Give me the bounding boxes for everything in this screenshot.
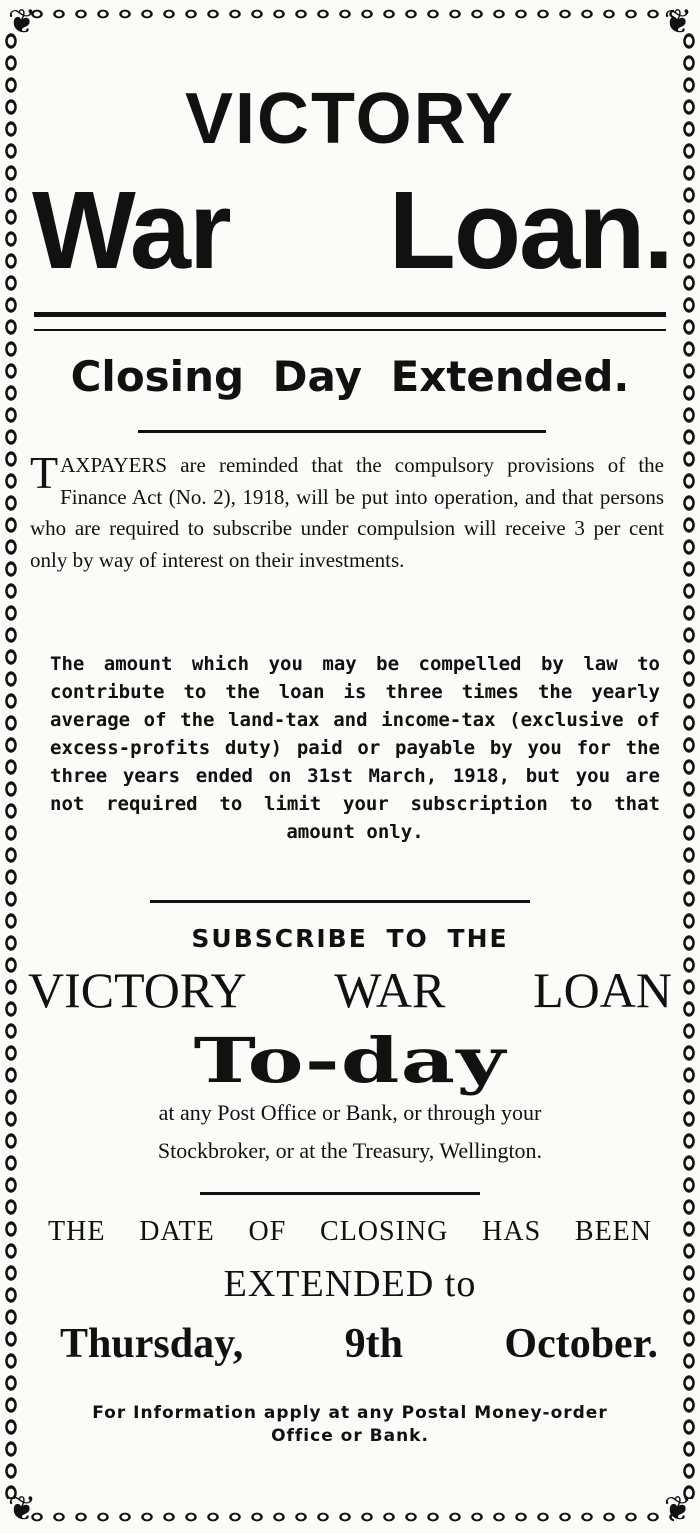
closing-word: HAS xyxy=(482,1216,542,1247)
victory-war-loan-line xyxy=(28,960,672,1020)
corner-ornament-icon: ❦ xyxy=(663,2,693,42)
divider-rule xyxy=(138,430,546,433)
subscribe-line: SUBSCRIBE TO THE xyxy=(191,924,509,953)
headline-victory: VICTORY xyxy=(184,79,516,159)
headline-war-loan xyxy=(32,170,672,291)
where-to-subscribe xyxy=(28,1094,672,1170)
divider-rule xyxy=(150,900,530,903)
closing-word: OF xyxy=(248,1216,287,1247)
closing-date-day: Thursday, xyxy=(60,1321,244,1367)
date-of-closing-line xyxy=(28,1216,672,1248)
closing-word: CLOSING xyxy=(320,1216,449,1247)
vwl-loan: LOAN xyxy=(533,962,672,1018)
vwl-victory: VICTORY xyxy=(28,962,247,1018)
closing-word: THE xyxy=(48,1216,106,1247)
corner-ornament-icon: ❦ xyxy=(7,2,37,42)
taxpayers-text: AXPAYERS are reminded that the compulsory provisions of the Finance Act (No. 2), 1918, will be put into operation, and that persons who are required to subscribe under compulsion will receive 3 per cent only by way of interest on their investments. xyxy=(30,453,664,572)
extended-to-line: EXTENDED to xyxy=(223,1263,477,1305)
drop-cap: T xyxy=(30,447,59,498)
vwl-war: WAR xyxy=(334,962,446,1018)
subheading-closing-day: Closing Day Extended. xyxy=(70,352,630,401)
closing-date xyxy=(28,1320,672,1368)
taxpayers-paragraph xyxy=(30,447,664,576)
closing-date-number: 9th xyxy=(344,1321,404,1367)
chain-border-right xyxy=(680,30,698,1499)
headline-loan: Loan. xyxy=(388,169,672,292)
information-note xyxy=(28,1402,672,1448)
where-line: Stockbroker, or at the Treasury, Wellington. xyxy=(157,1138,543,1163)
divider-rule xyxy=(200,1192,480,1195)
info-line: For Information apply at any Postal Money-order xyxy=(92,1403,608,1423)
today-heading: To-day xyxy=(193,1024,507,1097)
headline-war: War xyxy=(32,169,230,292)
corner-ornament-icon: ❦ xyxy=(663,1489,693,1529)
closing-date-month: October. xyxy=(504,1321,658,1367)
advert-content xyxy=(28,0,672,1533)
closing-word: DATE xyxy=(139,1216,215,1247)
amount-paragraph: The amount which you may be compelled by law to contribute to the loan is three times the yearly average of the land-tax and income-tax (exclusive of excess-profits duty) paid or payable by you for the three years ended on 31st March, 1918, but you are not required to limit your subscription to that amount only. xyxy=(50,653,660,843)
info-line: Office or Bank. xyxy=(271,1426,429,1446)
closing-word: BEEN xyxy=(574,1216,652,1247)
corner-ornament-icon: ❦ xyxy=(7,1489,37,1529)
chain-border-left xyxy=(2,30,20,1499)
double-rule xyxy=(34,312,666,331)
where-line: at any Post Office or Bank, or through your xyxy=(158,1100,542,1125)
